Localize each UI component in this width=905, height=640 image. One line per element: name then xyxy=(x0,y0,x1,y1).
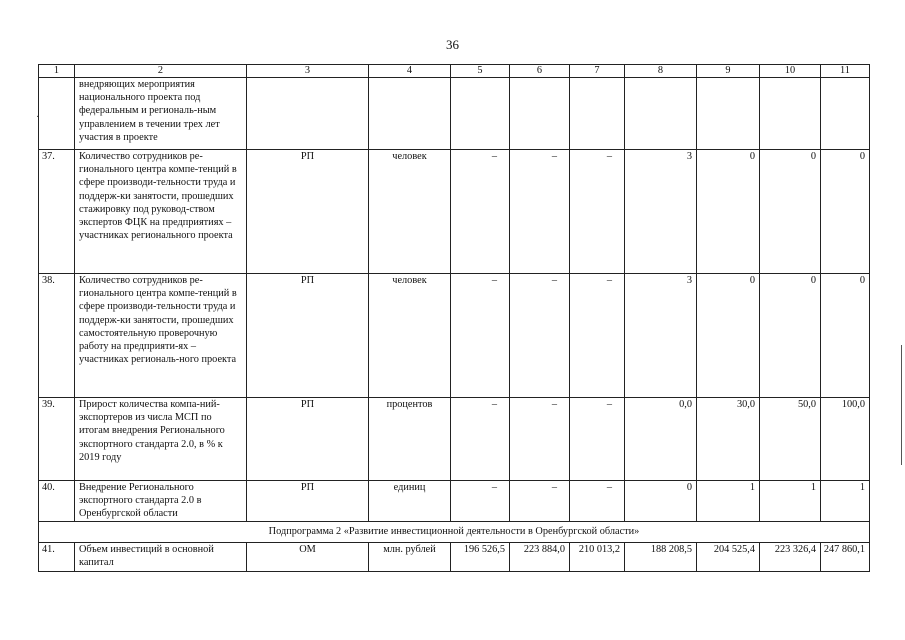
value-cell: 0 xyxy=(697,274,760,398)
value-cell: 247 860,1 xyxy=(821,543,870,572)
column-number: 2 xyxy=(75,65,247,78)
column-number: 3 xyxy=(247,65,369,78)
table-row xyxy=(39,150,870,274)
value-cell: 188 208,5 xyxy=(625,543,697,572)
value-cell: – xyxy=(510,150,570,274)
value-cell xyxy=(760,78,821,150)
table-row xyxy=(39,274,870,398)
row-number: 37. xyxy=(39,150,75,274)
column-number: 9 xyxy=(697,65,760,78)
indicator-name: Прирост количества компа-ний-экспортеров из числа МСП по итогам внедрения Регионального экспортного стандарта 2.0, в % к 2019 году xyxy=(75,398,247,481)
value-cell: 0 xyxy=(821,150,870,274)
value-cell: 210 013,2 xyxy=(570,543,625,572)
unit-cell: человек xyxy=(369,150,451,274)
value-cell xyxy=(510,78,570,150)
source-cell xyxy=(247,78,369,150)
value-cell: – xyxy=(570,150,625,274)
source-cell: РП xyxy=(247,481,369,522)
value-cell: – xyxy=(510,481,570,522)
source-cell: РП xyxy=(247,398,369,481)
value-cell: 3 xyxy=(625,274,697,398)
page-number: 36 xyxy=(446,37,459,52)
indicators-table xyxy=(38,64,870,572)
value-cell: 0 xyxy=(760,274,821,398)
value-cell: – xyxy=(570,274,625,398)
value-cell xyxy=(697,78,760,150)
value-cell: 0,0 xyxy=(625,398,697,481)
unit-cell: млн. рублей xyxy=(369,543,451,572)
indicator-name: Количество сотрудников ре-гионального центра компе-тенций в сфере производи-тельности труда и поддерж-ки занятости, прошедших самостоятельную проверочную работу на предприяти-ях – участниках региональ-ного проекта xyxy=(75,274,247,398)
value-cell: 50,0 xyxy=(760,398,821,481)
value-cell xyxy=(570,78,625,150)
value-cell: 0 xyxy=(625,481,697,522)
value-cell: 223 884,0 xyxy=(510,543,570,572)
value-cell: – xyxy=(510,398,570,481)
indicator-name: внедряющих мероприятия национального проекта под федеральным и региональ-ным управлением в течении трех лет участия в проекте xyxy=(75,78,247,150)
indicator-name: Внедрение Регионального экспортного стандарта 2.0 в Оренбургской области xyxy=(75,481,247,522)
unit-cell: процентов xyxy=(369,398,451,481)
column-number: 11 xyxy=(821,65,870,78)
table-row xyxy=(39,78,870,150)
value-cell: 0 xyxy=(760,150,821,274)
value-cell: – xyxy=(451,398,510,481)
source-cell: РП xyxy=(247,274,369,398)
column-number: 10 xyxy=(760,65,821,78)
scan-artifact-dot: · xyxy=(36,112,40,123)
table-row xyxy=(39,543,870,572)
subprogram-title: Подпрограмма 2 «Развитие инвестиционной деятельности в Оренбургской области» xyxy=(39,522,870,543)
unit-cell xyxy=(369,78,451,150)
row-number: 39. xyxy=(39,398,75,481)
unit-cell: единиц xyxy=(369,481,451,522)
value-cell: – xyxy=(570,398,625,481)
row-number xyxy=(39,78,75,150)
value-cell xyxy=(451,78,510,150)
scan-artifact-line xyxy=(901,345,902,465)
row-number: 40. xyxy=(39,481,75,522)
value-cell: – xyxy=(570,481,625,522)
row-number: 38. xyxy=(39,274,75,398)
column-number: 4 xyxy=(369,65,451,78)
value-cell: 0 xyxy=(697,150,760,274)
source-cell: ОМ xyxy=(247,543,369,572)
table-row xyxy=(39,398,870,481)
value-cell: 30,0 xyxy=(697,398,760,481)
column-number: 8 xyxy=(625,65,697,78)
row-number: 41. xyxy=(39,543,75,572)
value-cell: 3 xyxy=(625,150,697,274)
column-number: 5 xyxy=(451,65,510,78)
value-cell: – xyxy=(451,274,510,398)
value-cell: – xyxy=(510,274,570,398)
value-cell xyxy=(625,78,697,150)
value-cell: – xyxy=(451,150,510,274)
value-cell: 196 526,5 xyxy=(451,543,510,572)
unit-cell: человек xyxy=(369,274,451,398)
value-cell: 1 xyxy=(821,481,870,522)
value-cell: 0 xyxy=(821,274,870,398)
indicator-name: Количество сотрудников ре-гионального центра компе-тенций в сфере производи-тельности труда и поддерж-ки занятости, прошедших стажировку под руковод-ством экспертов ФЦК на предприятиях – участниках регионального проекта xyxy=(75,150,247,274)
subprogram-row xyxy=(39,522,870,543)
value-cell xyxy=(821,78,870,150)
column-number: 6 xyxy=(510,65,570,78)
indicator-name: Объем инвестиций в основной капитал xyxy=(75,543,247,572)
value-cell: – xyxy=(451,481,510,522)
value-cell: 223 326,4 xyxy=(760,543,821,572)
value-cell: 1 xyxy=(760,481,821,522)
value-cell: 100,0 xyxy=(821,398,870,481)
table-row xyxy=(39,481,870,522)
value-cell: 204 525,4 xyxy=(697,543,760,572)
value-cell: 1 xyxy=(697,481,760,522)
column-number: 1 xyxy=(39,65,75,78)
column-number: 7 xyxy=(570,65,625,78)
column-numbers-row xyxy=(39,65,870,78)
source-cell: РП xyxy=(247,150,369,274)
